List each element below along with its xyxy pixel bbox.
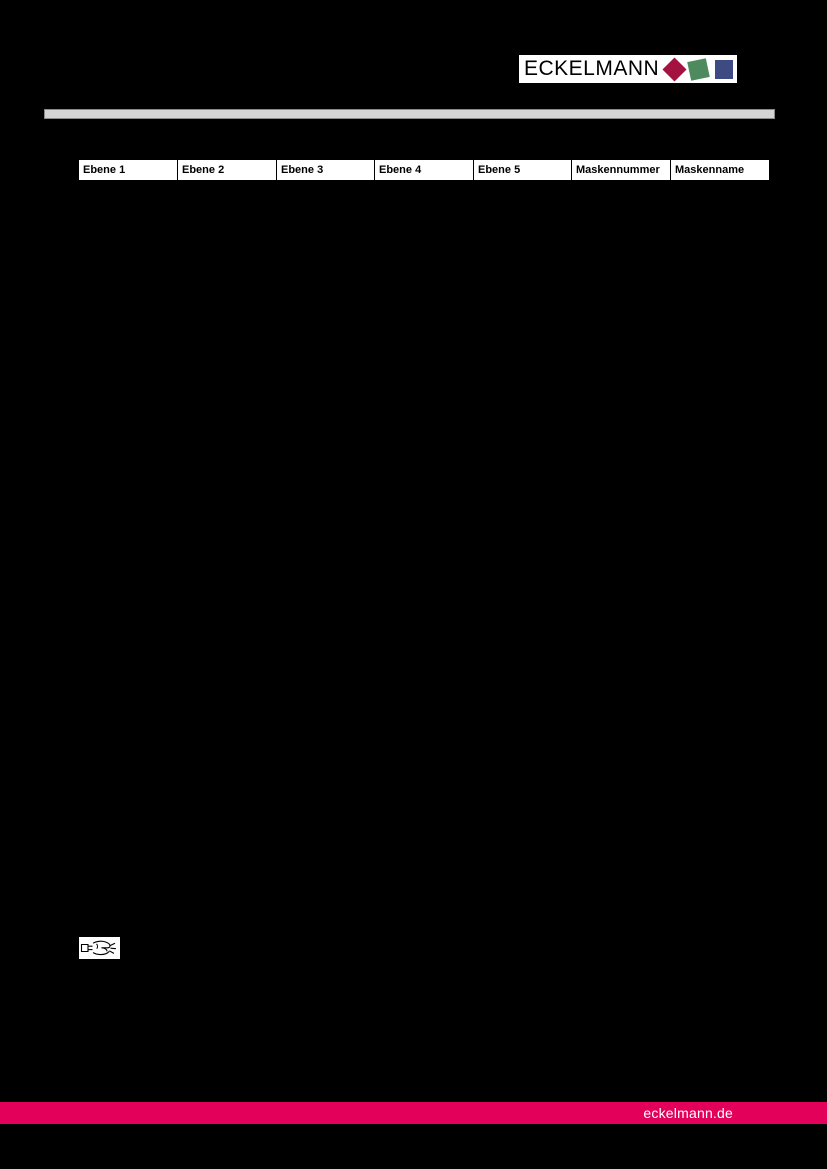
pointing-hand-icon (79, 937, 120, 959)
logo-marks (665, 55, 737, 83)
column-header-ebene-4: Ebene 4 (375, 160, 474, 181)
column-header-ebene-3: Ebene 3 (277, 160, 375, 181)
column-header-ebene-2: Ebene 2 (178, 160, 277, 181)
logo-diamond-icon (663, 57, 687, 81)
header-rule (44, 109, 775, 119)
eckelmann-logo (519, 55, 737, 83)
logo-square-blue-icon (715, 60, 733, 79)
table-header-row (79, 160, 770, 181)
column-header-ebene-1: Ebene 1 (79, 160, 178, 181)
column-header-ebene-5: Ebene 5 (474, 160, 572, 181)
menu-structure-table (78, 159, 769, 181)
logo-wordmark: ECKELMANN (519, 55, 665, 83)
column-header-maskennummer: Maskennummer (572, 160, 671, 181)
footer-website: eckelmann.de (643, 1105, 733, 1121)
column-header-maskenname: Maskenname (671, 160, 770, 181)
logo-square-green-icon (687, 58, 710, 81)
